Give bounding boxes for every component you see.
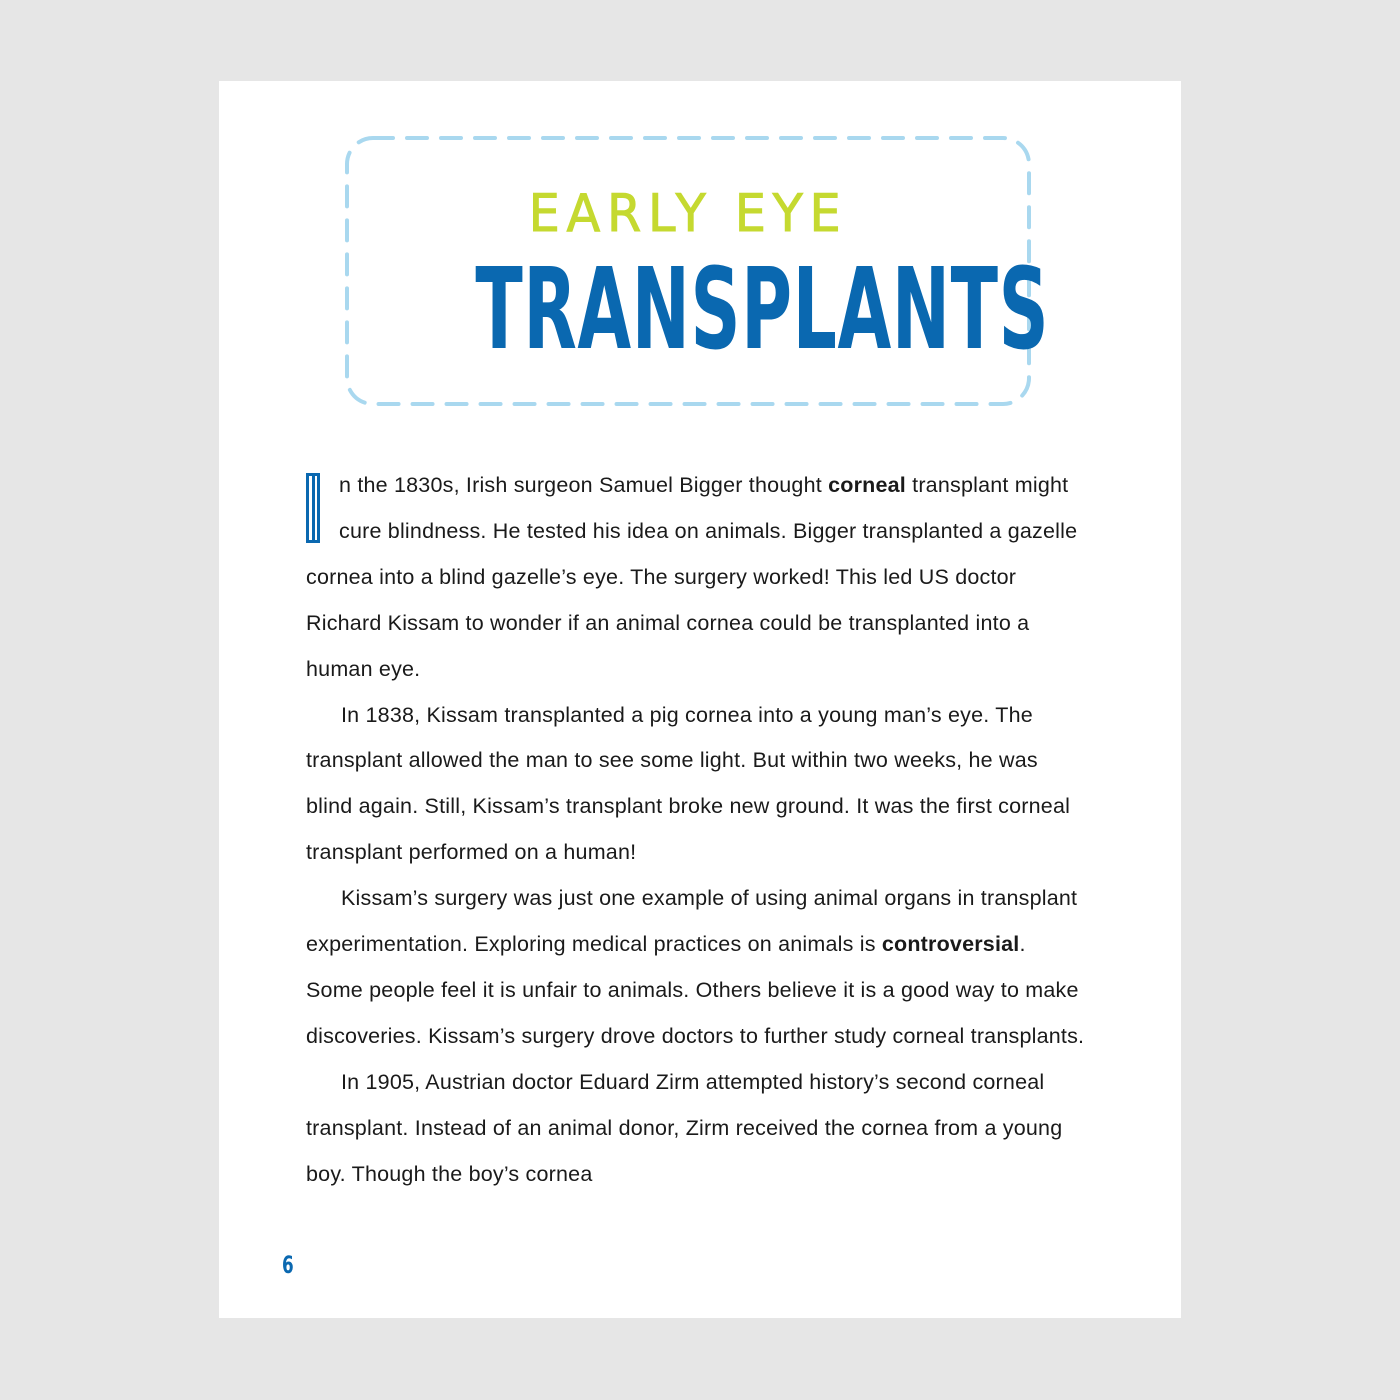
chapter-title-frame [345,136,1050,406]
paragraph-1-text-a: n the 1830s, Irish surgeon Samuel Bigger thought [339,473,829,497]
glossary-term-corneal: corneal [828,473,906,497]
page-number: 6 [282,1251,294,1279]
paragraph-1 [306,463,1086,693]
article-body [306,463,1086,1198]
chapter-kicker: EARLY EYE [528,184,848,244]
paragraph-3-text-b: . Some people feel it is unfair to animals. Others believe it is a good way to make discoveries. Kissam’s surgery drove doctors to further study corneal transplants. [306,932,1085,1048]
paragraph-3-text-a: Kissam’s surgery was just one example of using animal organs in transplant experimentation. Exploring medical practices on animals is [306,886,1078,957]
glossary-term-controversial: controversial [881,932,1020,957]
paragraph-2: In 1838, Kissam transplanted a pig cornea into a young man’s eye. The transplant allowed the man to see some light. But within two weeks, he was blind again. Still, Kissam’s transplant broke new ground. It was the first corneal transplant performed on a human! [306,702,1071,865]
paragraph-4: In 1905, Austrian doctor Eduard Zirm attempted history’s second corneal transplant. Instead of an animal donor, Zirm received the cornea from a young boy. Though the boy’s cornea [306,1069,1063,1186]
paragraph-1-text-b: transplant might cure blindness. He tested his idea on animals. Bigger transplanted a gazelle cornea into a blind gazelle’s eye. The surgery worked! This led US doctor Richard Kissam to wonder if an animal cornea could be transplanted into a human eye. [306,473,1078,681]
book-page [219,81,1181,1318]
chapter-title: TRANSPLANTS [475,245,1050,375]
paragraph-3 [306,876,1086,1060]
drop-cap [306,473,320,543]
